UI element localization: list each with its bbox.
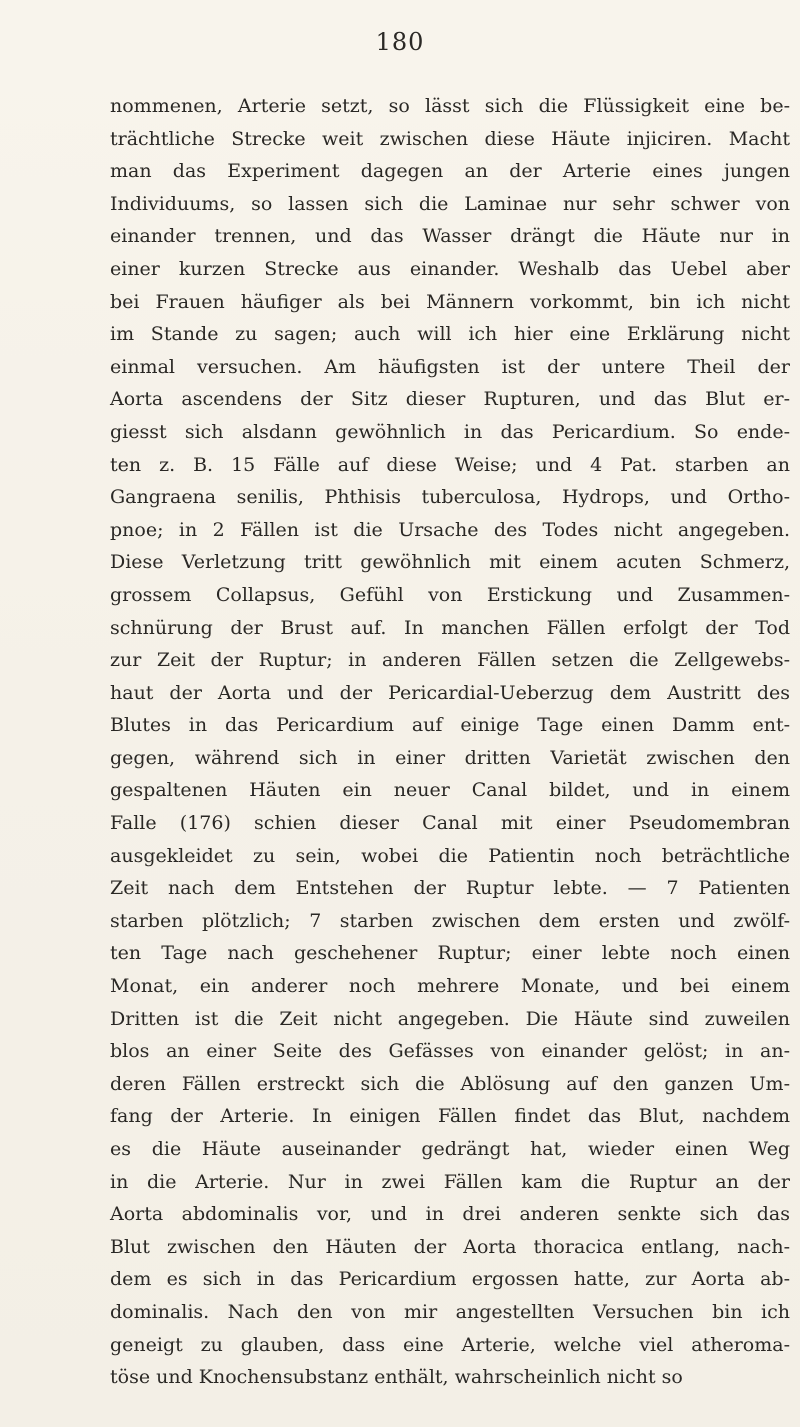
text-line-30: blos an einer Seite des Gefässes von einander gelöst; in an- (110, 1040, 790, 1063)
text-line-33: es die Häute auseinander gedrängt hat, wieder einen Weg (110, 1138, 790, 1160)
text-line-6: einer kurzen Strecke aus einander. Weshalb das Uebel aber (110, 257, 790, 280)
text-line-1: nommenen, Arterie setzt, so lässt sich die Flüssigkeit eine be- (110, 95, 790, 117)
text-line-36: Blut zwischen den Häuten der Aorta thoracica entlang, nach- (110, 1235, 790, 1258)
text-line-19: haut der Aorta und der Pericardial-Ueberzug dem Austritt des (110, 681, 790, 704)
text-line-5: einander trennen, und das Wasser drängt die Häute nur in (110, 225, 790, 248)
text-line-4: Individuums, so lassen sich die Laminae nur sehr schwer von (110, 192, 790, 215)
text-line-21: gegen, während sich in einer dritten Varietät zwischen den (110, 746, 790, 769)
text-line-25: Zeit nach dem Entstehen der Ruptur lebte. — 7 Patienten (110, 877, 790, 900)
page-number: 180 (375, 28, 425, 56)
text-line-16: grossem Collapsus, Gefühl von Erstickung und Zusammen- (110, 583, 790, 606)
text-line-3: man das Experiment dagegen an der Arterie eines jungen (110, 160, 790, 183)
text-line-32: fang der Arterie. In einigen Fällen findet das Blut, nachdem (110, 1105, 790, 1128)
text-line-17: schnürung der Brust auf. In manchen Fällen erfolgt der Tod (110, 616, 790, 639)
text-line-18: zur Zeit der Ruptur; in anderen Fällen setzen die Zellgewebs- (110, 649, 790, 672)
text-line-9: einmal versuchen. Am häufigsten ist der untere Theil der (110, 355, 790, 378)
text-line-15: Diese Verletzung tritt gewöhnlich mit einem acuten Schmerz, (110, 551, 790, 574)
text-line-2: trächtliche Strecke weit zwischen diese Häute injiciren. Macht (110, 127, 790, 150)
text-line-38: dominalis. Nach den von mir angestellten Versuchen bin ich (110, 1300, 790, 1323)
text-line-13: Gangraena senilis, Phthisis tuberculosa, Hydrops, und Ortho- (110, 486, 790, 509)
text-line-12: ten z. B. 15 Fälle auf diese Weise; und 4 Pat. starben an (110, 453, 790, 476)
text-line-39: geneigt zu glauben, dass eine Arterie, welche viel atheroma- (110, 1333, 790, 1356)
text-line-35: Aorta abdominalis vor, und in drei anderen senkte sich das (110, 1203, 790, 1226)
text-line-8: im Stande zu sagen; auch will ich hier eine Erklärung nicht (110, 323, 790, 346)
text-line-14: pnoe; in 2 Fällen ist die Ursache des Todes nicht angegeben. (110, 518, 790, 541)
text-line-34: in die Arterie. Nur in zwei Fällen kam die Ruptur an der (110, 1170, 790, 1193)
text-line-26: starben plötzlich; 7 starben zwischen dem ersten und zwölf- (110, 909, 790, 932)
text-line-37: dem es sich in das Pericardium ergossen hatte, zur Aorta ab- (110, 1268, 790, 1291)
text-line-7: bei Frauen häufiger als bei Männern vorkommt, bin ich nicht (110, 290, 790, 313)
text-line-20: Blutes in das Pericardium auf einige Tage einen Damm ent- (110, 714, 790, 737)
text-line-29: Dritten ist die Zeit nicht angegeben. Die Häute sind zuweilen (110, 1007, 790, 1030)
text-line-40: töse und Knochensubstanz enthält, wahrscheinlich nicht so (110, 1366, 683, 1389)
body-text (110, 90, 790, 1394)
text-line-23: Falle (176) schien dieser Canal mit einer Pseudomembran (110, 812, 790, 835)
text-line-24: ausgekleidet zu sein, wobei die Patientin noch beträchtliche (110, 844, 790, 867)
text-line-22: gespaltenen Häuten ein neuer Canal bildet, und in einem (110, 779, 790, 802)
text-line-10: Aorta ascendens der Sitz dieser Rupturen, und das Blut er- (110, 388, 790, 411)
text-line-28: Monat, ein anderer noch mehrere Monate, und bei einem (110, 975, 790, 998)
text-line-11: giesst sich alsdann gewöhnlich in das Pericardium. So ende- (110, 420, 790, 443)
text-line-27: ten Tage nach geschehener Ruptur; einer lebte noch einen (110, 942, 790, 965)
text-line-31: deren Fällen erstreckt sich die Ablösung auf den ganzen Um- (110, 1072, 790, 1095)
